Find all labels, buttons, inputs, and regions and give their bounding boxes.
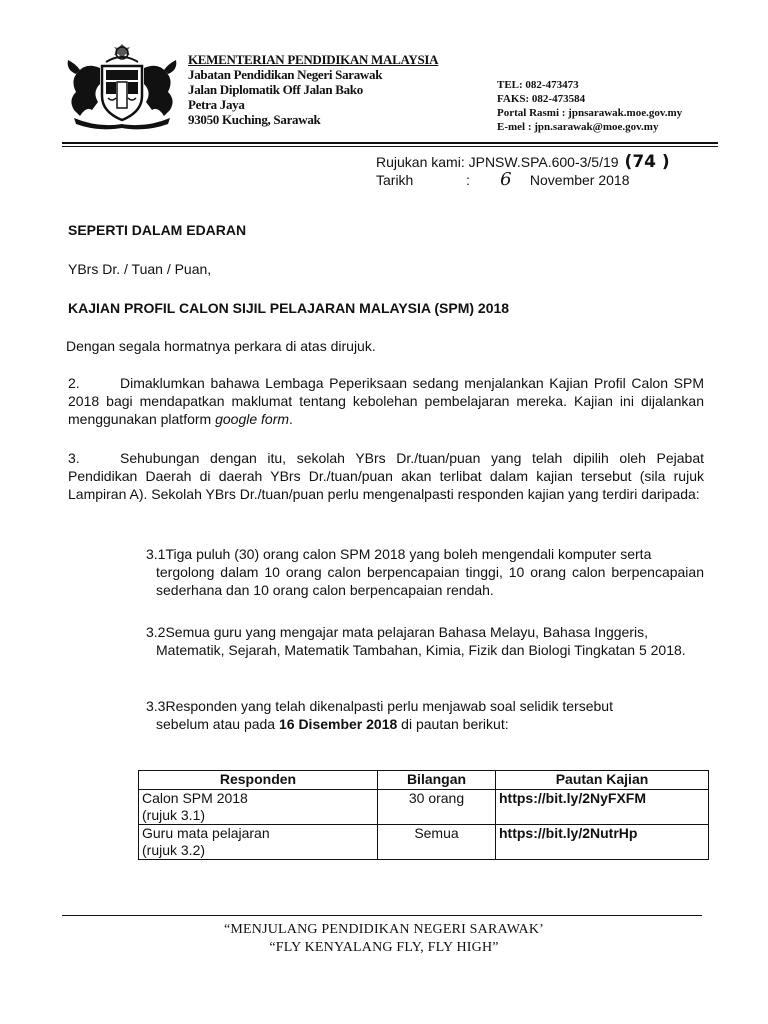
item-3-3-text-a: sebelum atau pada [156,716,279,732]
item-3-2 [146,623,704,659]
letterhead-divider [62,142,718,144]
deadline-date: 16 Disember 2018 [278,716,398,732]
paragraph-3-number: 3. [68,450,80,466]
tel-line: TEL: 082-473473 [497,79,579,91]
header-responden: Responden [139,771,378,790]
responden-name: Calon SPM 2018 [142,790,248,806]
item-3-2-text: Matematik, Sejarah, Matematik Tambahan, Kimia, Fizik dan Biologi Tingkatan 5 2018. [156,642,686,658]
coat-of-arms-icon [62,44,182,130]
item-3-2-first-line: Semua guru yang mengajar mata pelajaran Bahasa Melayu, Bahasa Inggeris, [165,624,648,640]
paragraph-2-platform: google form [215,411,290,427]
bilangan-cell: 30 orang [378,790,496,825]
department-name: Jabatan Pendidikan Negeri Sarawak [188,67,383,82]
email-line: E-mel : jpn.sarawak@moe.gov.my [497,121,659,133]
item-3-1-first-line: Tiga puluh (30) orang calon SPM 2018 yang boleh mengendali komputer serta [165,546,652,562]
responden-name: Guru mata pelajaran [142,825,270,841]
paragraph-3 [68,449,704,503]
table-header-row [139,771,709,790]
letter-subject: KAJIAN PROFIL CALON SIJIL PELAJARAN MALAYSIA (SPM) 2018 [68,300,510,316]
date-value: November 2018 [529,172,630,188]
address-line-2: Petra Jaya [188,97,245,112]
footer-motto-2: “FLY KENYALANG FLY, FLY HIGH” [269,940,499,955]
item-3-2-number: 3.2 [146,624,166,640]
portal-line: Portal Rasmi : jpnsarawak.moe.gov.my [497,107,683,119]
table-row [139,825,709,860]
responden-cell [139,790,378,825]
bilangan-cell: Semua [378,825,496,860]
distribution-heading: SEPERTI DALAM EDARAN [68,222,247,238]
date-label: Tarikh [376,172,414,188]
reference-line [376,154,670,171]
address-line-1: Jalan Diplomatik Off Jalan Bako [188,82,363,97]
footer-divider [62,915,702,916]
item-3-3-text [146,715,704,733]
survey-table [138,770,709,860]
contact-block [497,78,682,134]
paragraph-2 [68,374,704,428]
date-line [376,171,670,189]
date-colon: : [466,172,470,188]
opening-line: Dengan segala hormatnya perkara di atas dirujuk. [66,338,376,354]
handwritten-day: 6 [500,169,512,190]
handwritten-reference-number: (74 ) [624,152,670,172]
paragraph-2-end: . [289,411,293,427]
item-3-1-number: 3.1 [146,546,166,562]
header-pautan: Pautan Kajian [496,771,709,790]
pautan-link[interactable]: https://bit.ly/2NutrHp [496,825,709,860]
item-3-3 [146,697,704,733]
footer-motto-1: “MENJULANG PENDIDIKAN NEGERI SARAWAK’ [223,922,545,937]
item-3-3-number: 3.3 [146,698,166,714]
table-row [139,790,709,825]
responden-ref: (rujuk 3.1) [142,807,206,823]
paragraph-2-number: 2. [68,375,80,391]
responden-ref: (rujuk 3.2) [142,842,206,858]
ministry-name: KEMENTERIAN PENDIDIKAN MALAYSIA [188,52,439,67]
responden-cell [139,825,378,860]
letterhead-divider-thin [62,146,718,147]
reference-label: Rujukan kami [376,154,461,170]
item-3-1 [146,545,704,599]
reference-value: : JPNSW.SPA.600-3/5/19 [460,154,619,170]
item-3-1-text: tergolong dalam 10 orang calon berpencapaian tinggi, 10 orang calon berpencapaian sederhana dan 10 orang calon berpencapaian rendah. [156,564,704,598]
ministry-address-block [188,52,438,127]
salutation: YBrs Dr. / Tuan / Puan, [68,261,212,277]
item-3-3-first-line: Responden yang telah dikenalpasti perlu menjawab soal selidik tersebut [165,698,613,714]
header-bilangan: Bilangan [378,771,496,790]
address-line-3: 93050 Kuching, Sarawak [188,112,321,127]
paragraph-3-text: Sehubungan dengan itu, sekolah YBrs Dr./tuan/puan yang telah dipilih oleh Pejabat Pendidikan Daerah di daerah YBrs Dr./tuan/puan akan terlibat dalam kajian tersebut (sila rujuk Lampiran A). Sekolah YBrs Dr./tuan/puan perlu mengenalpasti responden kajian yang terdiri daripada: [68,450,704,502]
item-3-3-text-b: di pautan berikut: [397,716,509,732]
paragraph-2-text: Dimaklumkan bahawa Lembaga Peperiksaan sedang menjalankan Kajian Profil Calon SPM 2018 bagi mendapatkan maklumat tentang kebolehan pembelajaran mereka. Kajian ini dijalankan menggunakan platform [68,375,704,427]
fax-line: FAKS: 082-473584 [497,93,586,105]
pautan-link[interactable]: https://bit.ly/2NyFXFM [496,790,709,825]
reference-block [376,154,670,189]
